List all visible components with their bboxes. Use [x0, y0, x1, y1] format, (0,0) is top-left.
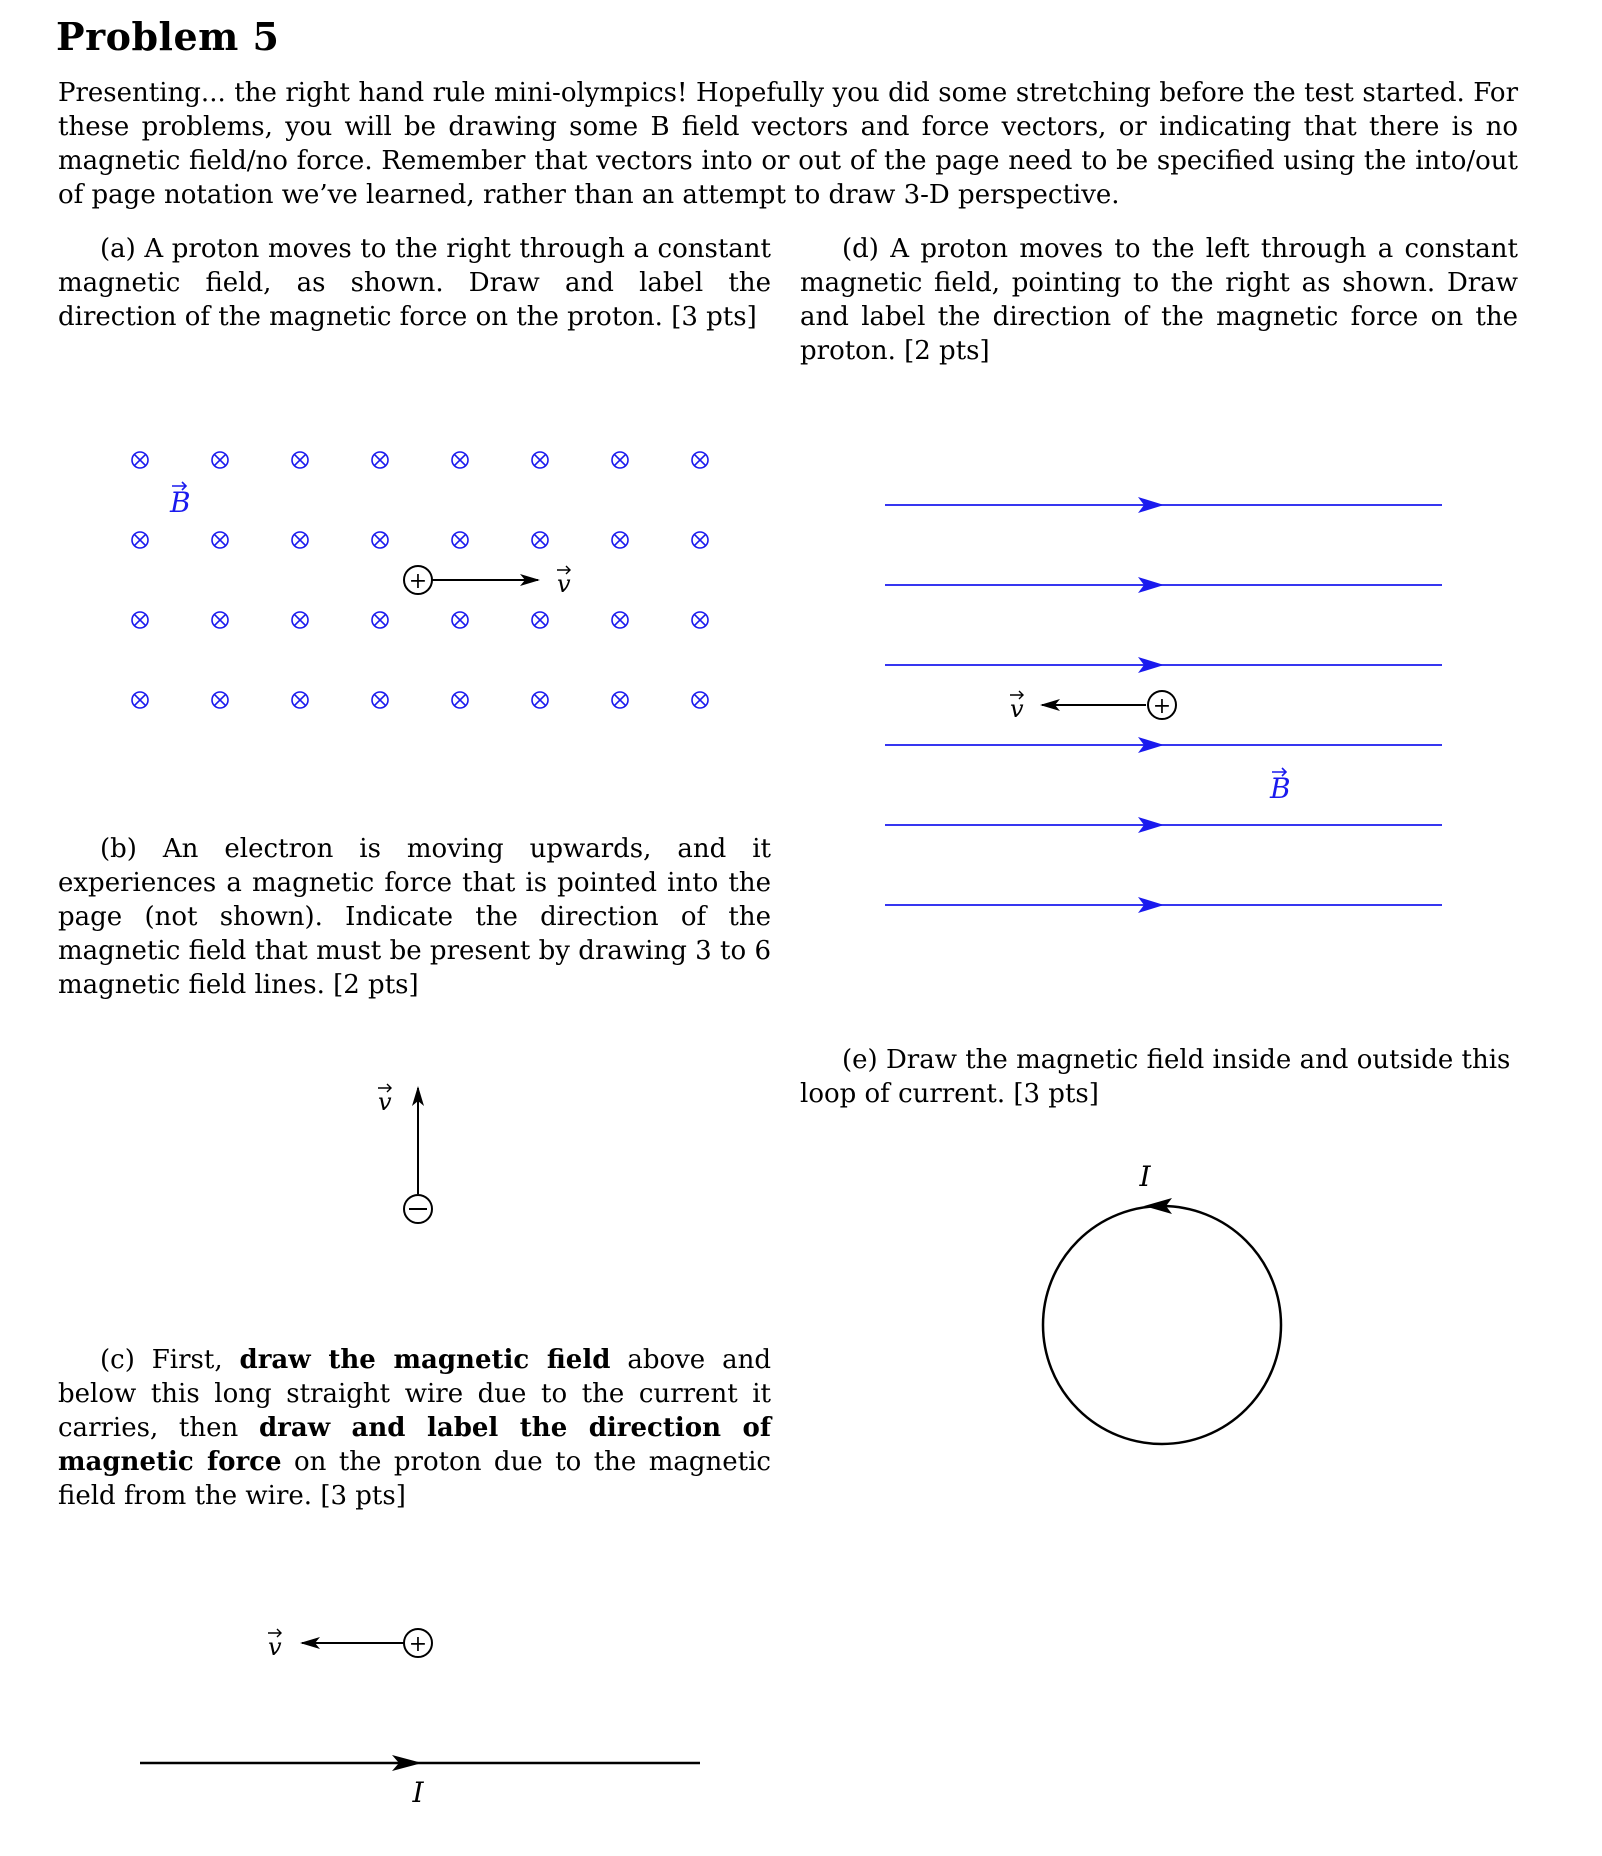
part-e-text: (e) Draw the magnetic field inside and outside this loop of current. [3 pts]: [800, 1045, 1511, 1109]
figure-b: [378, 1084, 432, 1223]
into-page-symbol: [452, 532, 468, 548]
into-page-symbol: [532, 692, 548, 708]
current-label-c: I: [412, 1776, 424, 1809]
into-page-symbol: [132, 692, 148, 708]
into-page-symbol: [692, 452, 708, 468]
figure-c: [140, 1629, 700, 1809]
part-b-text: (b) An electron is moving upwards, and it experiences a magnetic force that is pointed into the page (not shown). Indicate the direction of the magnetic field that must be present by drawing 3 to 6 magnetic field lines. [2 pts]: [58, 834, 771, 1000]
into-page-symbol: [132, 532, 148, 548]
problem-intro: Presenting... the right hand rule mini-olympics! Hopefully you did some stretching before the test started. For these problems, you will be drawing some B field vectors and force vectors, or indicating that there is no magnetic field/no force. Remember that vectors into or out of the page need to be specified using the into/out of page notation we’ve learned, rather than an attempt to draw 3-D perspective.: [58, 78, 1518, 210]
proton-c-sign: +: [408, 1632, 428, 1657]
into-page-symbol: [132, 612, 148, 628]
into-page-symbol: [212, 532, 228, 548]
figure-a: [132, 452, 708, 708]
into-page-symbol: [212, 452, 228, 468]
into-page-symbol: [452, 612, 468, 628]
into-page-symbol: [212, 692, 228, 708]
into-page-symbol: [612, 692, 628, 708]
into-page-symbol: [372, 532, 388, 548]
into-page-symbol: [532, 452, 548, 468]
into-page-symbol: [452, 692, 468, 708]
velocity-label-d: v: [1010, 695, 1024, 723]
current-loop: [1043, 1206, 1281, 1444]
into-page-symbol: [452, 452, 468, 468]
velocity-label-c: v: [268, 1633, 282, 1661]
part-d-text: (d) A proton moves to the left through a constant magnetic field, pointing to the right as shown. Draw and label the direction of the magnetic force on the proton. [2 pts]: [800, 234, 1518, 366]
field-label-d: B: [1270, 772, 1291, 805]
part-c-post: on the proton due to the magnetic field from the wire. [3 pts]: [58, 1447, 771, 1511]
figure-e: [1043, 1160, 1281, 1444]
field-label-a: B: [170, 486, 191, 519]
into-page-symbol: [692, 532, 708, 548]
into-page-symbol: [692, 692, 708, 708]
velocity-label-a: v: [557, 570, 571, 598]
into-page-symbol: [292, 532, 308, 548]
into-page-symbol: [612, 612, 628, 628]
into-page-symbol: [612, 452, 628, 468]
into-page-symbol: [692, 612, 708, 628]
current-label-e: I: [1139, 1160, 1151, 1193]
proton-a-sign: +: [408, 569, 428, 594]
into-page-symbol: [372, 692, 388, 708]
part-c-bold-force: draw and label the direction of magnetic force: [58, 1413, 772, 1477]
part-c-mid: above and below this long straight wire due to the current it carries, then: [58, 1345, 772, 1443]
into-page-symbol: [532, 532, 548, 548]
into-page-symbol: [292, 692, 308, 708]
into-page-symbol: [612, 532, 628, 548]
velocity-label-b: v: [378, 1088, 392, 1116]
into-page-symbol: [212, 612, 228, 628]
into-page-symbol: [292, 452, 308, 468]
into-page-symbol: [532, 612, 548, 628]
into-page-symbol: [292, 612, 308, 628]
proton-d-sign: +: [1152, 694, 1172, 719]
problem-title: Problem 5: [56, 14, 280, 59]
into-page-symbol: [372, 612, 388, 628]
part-a-text: (a) A proton moves to the right through a constant magnetic field, as shown. Draw and label the direction of the magnetic force on the proton. [3 pts]: [58, 234, 771, 332]
into-page-symbol: [372, 452, 388, 468]
into-page-symbol: [132, 452, 148, 468]
part-c-bold-field: draw the magnetic field: [239, 1345, 611, 1375]
part-c-pre: (c) First,: [100, 1345, 240, 1375]
figure-d: [885, 497, 1442, 913]
